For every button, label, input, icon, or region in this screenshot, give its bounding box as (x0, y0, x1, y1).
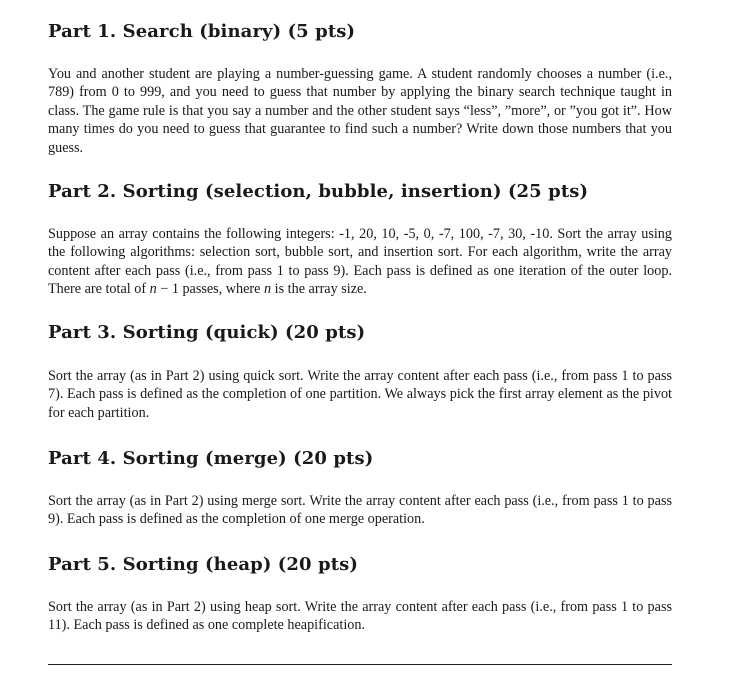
math-variable-n: n (264, 281, 272, 298)
part-4-heading: Part 4. Sorting (merge) (20 pts) (48, 448, 374, 469)
part-5-heading: Part 5. Sorting (heap) (20 pts) (48, 554, 358, 575)
part-2-body-text-c: is the array size. (271, 281, 367, 298)
part-2-body (48, 225, 672, 299)
part-5-body: Sort the array (as in Part 2) using heap sort. Write the array content after each pass (i.e., from pass 1 to pass 11). Each pass is defined as one complete heapification. (48, 599, 672, 634)
part-2-body-text-b: − 1 passes, where (156, 281, 265, 298)
part-2-heading: Part 2. Sorting (selection, bubble, insertion) (25 pts) (48, 181, 589, 202)
part-3-body: Sort the array (as in Part 2) using quick sort. Write the array content after each pass (i.e., from pass 1 to pass 7). Each pass is defined as the completion of one partition. We always pick the first array element as the pivot for each partition. (48, 368, 672, 421)
footer-divider (48, 664, 672, 665)
part-3-heading: Part 3. Sorting (quick) (20 pts) (48, 322, 366, 343)
math-variable-n: n (149, 281, 157, 298)
part-1-body: You and another student are playing a number-guessing game. A student randomly chooses a number (i.e., 789) from 0 to 999, and you need to guess that number by applying the binary search technique taught in class. The game rule is that you say a number and the other student says “less”, ”more”, or ”you got it”. How many times do you need to guess that guarantee to find such a number? Write down those numbers that you guess. (48, 66, 672, 156)
part-1-heading: Part 1. Search (binary) (5 pts) (48, 21, 356, 42)
part-2-body-text-a: Suppose an array contains the following integers: -1, 20, 10, -5, 0, -7, 100, -7, 30, -10. Sort the array using the following algorithms: selection sort, bubble sort, and insertion sort. For each algorithm, write the array content after each pass (i.e., from pass 1 to pass 9). Each pass is defined as one iteration of the outer loop. There are total of (48, 226, 672, 298)
part-4-body: Sort the array (as in Part 2) using merge sort. Write the array content after each pass (i.e., from pass 1 to pass 9). Each pass is defined as the completion of one merge operation. (48, 493, 672, 528)
